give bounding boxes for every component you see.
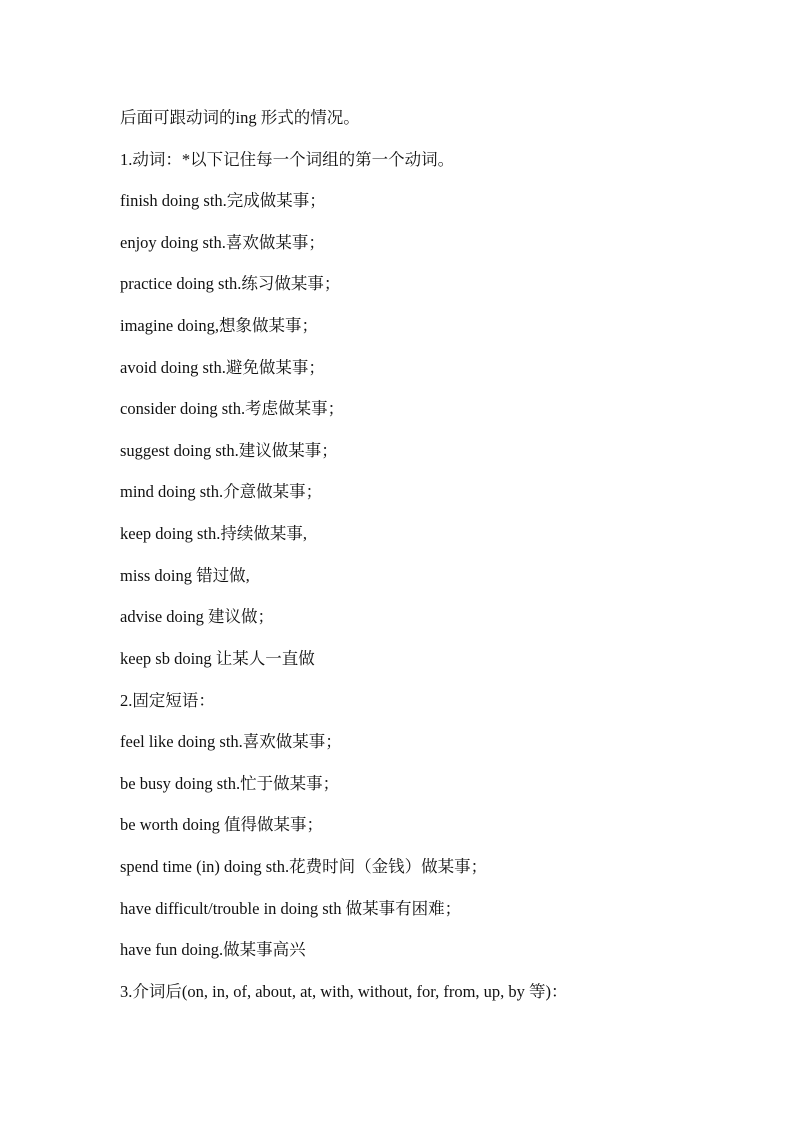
section2-heading: 2.固定短语： (120, 691, 215, 710)
verb-item-mind: mind doing sth.介意做某事； (120, 482, 323, 501)
phrase-item-be-busy: be busy doing sth.忙于做某事； (120, 774, 340, 793)
phrase-item-have-difficult: have difficult/trouble in doing sth 做某事有困难； (120, 899, 462, 918)
verb-item-imagine: imagine doing,想象做某事； (120, 316, 318, 335)
section1-heading: 1.动词：*以下记住每一个词组的第一个动词。 (120, 150, 455, 169)
intro-line: 后面可跟动词的ing 形式的情况。 (120, 108, 360, 127)
phrase-item-feel-like: feel like doing sth.喜欢做某事； (120, 732, 342, 751)
verb-item-keep-doing: keep doing sth.持续做某事, (120, 524, 307, 543)
verb-item-keep-sb: keep sb doing 让某人一直做 (120, 649, 315, 668)
verb-item-enjoy: enjoy doing sth.喜欢做某事； (120, 233, 325, 252)
verb-item-miss: miss doing 错过做, (120, 566, 250, 585)
verb-item-consider: consider doing sth.考虑做某事； (120, 399, 345, 418)
verb-item-practice: practice doing sth.练习做某事； (120, 274, 341, 293)
verb-item-advise: advise doing 建议做； (120, 607, 274, 626)
verb-item-avoid: avoid doing sth.避免做某事； (120, 358, 325, 377)
phrase-item-be-worth: be worth doing 值得做某事； (120, 815, 324, 834)
verb-item-finish: finish doing sth.完成做某事； (120, 191, 326, 210)
section3-heading: 3.介词后(on, in, of, about, at, with, without, for, from, up, by 等)： (120, 982, 568, 1001)
phrase-item-spend-time: spend time (in) doing sth.花费时间（金钱）做某事； (120, 857, 488, 876)
verb-item-suggest: suggest doing sth.建议做某事； (120, 441, 338, 460)
phrase-item-have-fun: have fun doing.做某事高兴 (120, 940, 306, 959)
